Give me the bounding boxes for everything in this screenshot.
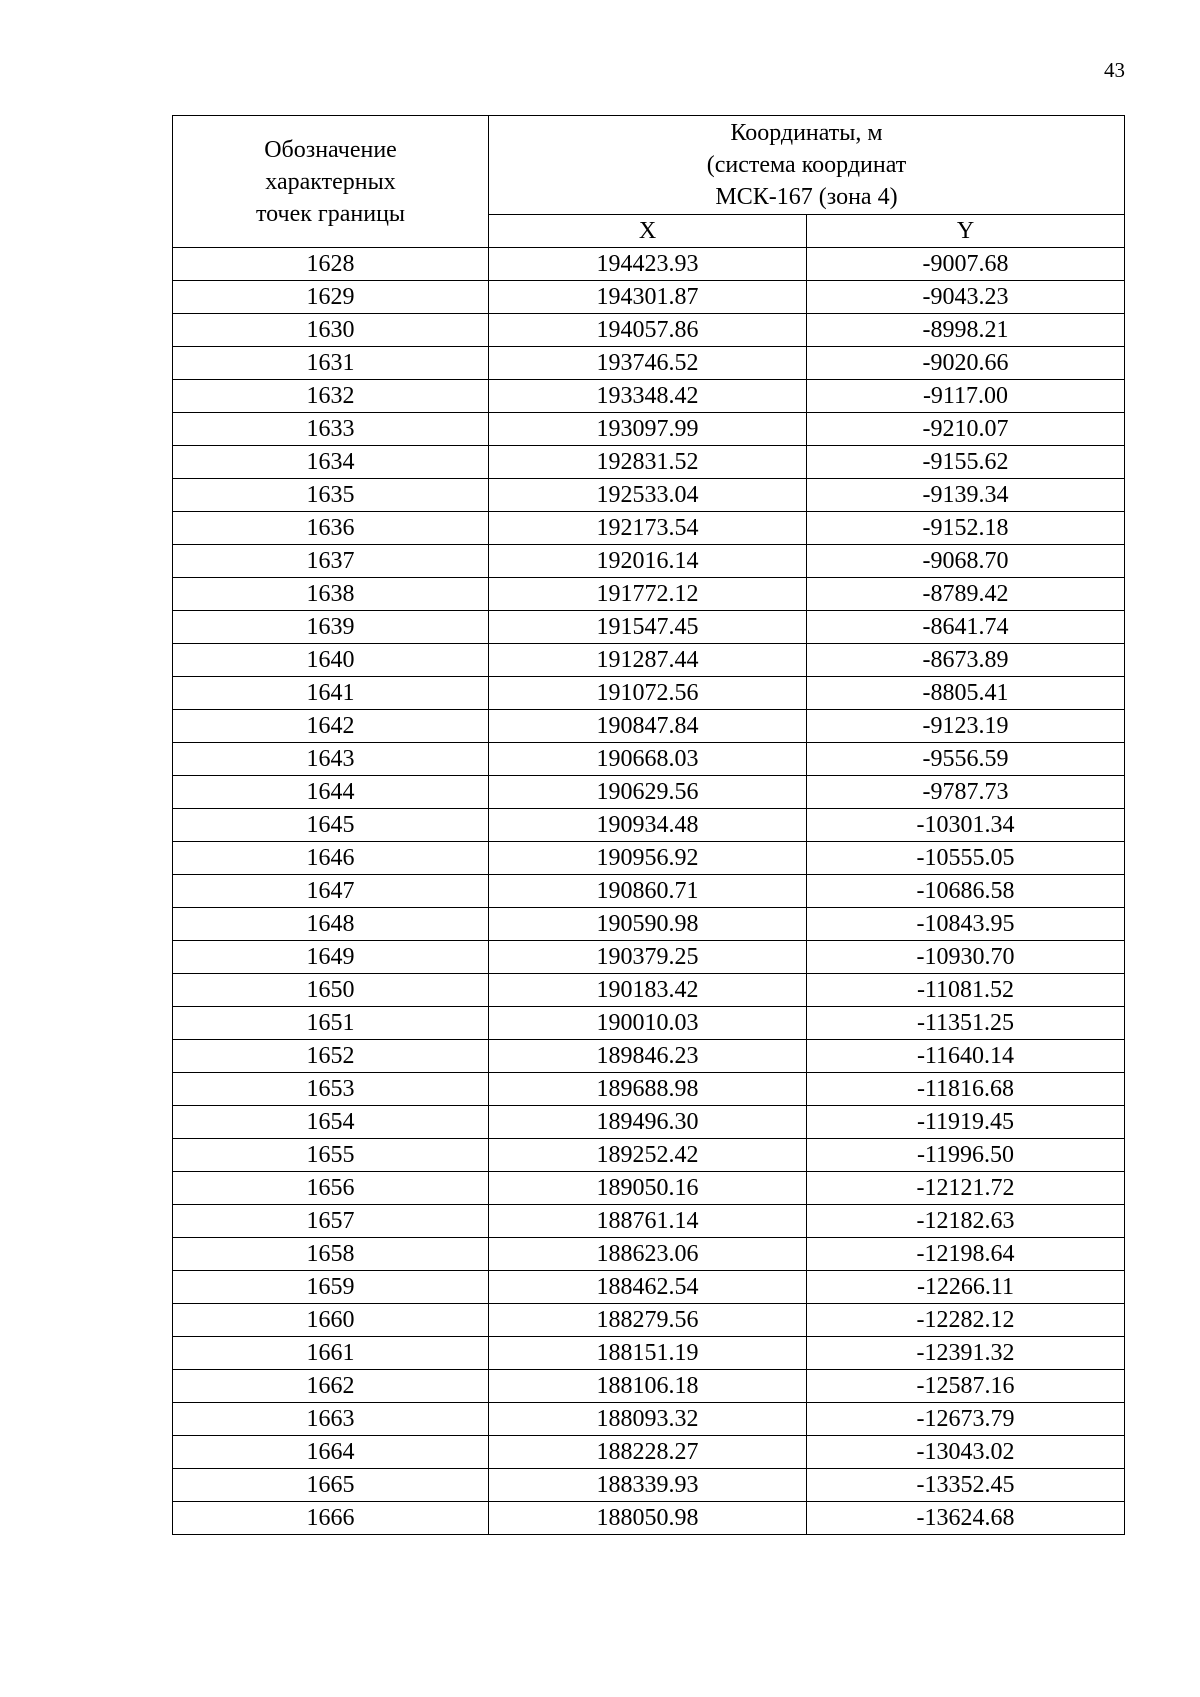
cell-x: 192831.52 (489, 446, 807, 479)
cell-x: 192533.04 (489, 479, 807, 512)
cell-point: 1641 (173, 677, 489, 710)
cell-x: 188279.56 (489, 1304, 807, 1337)
cell-y: -12282.12 (807, 1304, 1125, 1337)
cell-point: 1629 (173, 281, 489, 314)
cell-y: -9068.70 (807, 545, 1125, 578)
cell-y: -12587.16 (807, 1370, 1125, 1403)
cell-point: 1659 (173, 1271, 489, 1304)
cell-y: -11081.52 (807, 974, 1125, 1007)
table-row (173, 1172, 1125, 1205)
table-row (173, 1007, 1125, 1040)
cell-x: 188623.06 (489, 1238, 807, 1271)
cell-point: 1633 (173, 413, 489, 446)
cell-x: 190010.03 (489, 1007, 807, 1040)
cell-point: 1651 (173, 1007, 489, 1040)
cell-point: 1650 (173, 974, 489, 1007)
table-row (173, 875, 1125, 908)
cell-y: -11919.45 (807, 1106, 1125, 1139)
cell-point: 1635 (173, 479, 489, 512)
table-row (173, 1304, 1125, 1337)
cell-point: 1632 (173, 380, 489, 413)
header-x: X (489, 215, 807, 248)
cell-point: 1655 (173, 1139, 489, 1172)
table-row (173, 446, 1125, 479)
table-header (173, 116, 1125, 248)
cell-x: 189496.30 (489, 1106, 807, 1139)
cell-y: -9155.62 (807, 446, 1125, 479)
table-row (173, 677, 1125, 710)
cell-point: 1639 (173, 611, 489, 644)
cell-point: 1652 (173, 1040, 489, 1073)
cell-point: 1628 (173, 248, 489, 281)
table-row (173, 776, 1125, 809)
cell-point: 1643 (173, 743, 489, 776)
cell-point: 1631 (173, 347, 489, 380)
cell-point: 1636 (173, 512, 489, 545)
table-row (173, 710, 1125, 743)
cell-point: 1657 (173, 1205, 489, 1238)
cell-x: 190629.56 (489, 776, 807, 809)
cell-x: 190379.25 (489, 941, 807, 974)
cell-x: 191547.45 (489, 611, 807, 644)
table-row (173, 644, 1125, 677)
cell-x: 190934.48 (489, 809, 807, 842)
table-row (173, 1106, 1125, 1139)
cell-point: 1663 (173, 1403, 489, 1436)
cell-x: 188050.98 (489, 1502, 807, 1535)
cell-point: 1653 (173, 1073, 489, 1106)
cell-point: 1637 (173, 545, 489, 578)
table-row (173, 1370, 1125, 1403)
header-point-line-2: характерных (265, 168, 396, 195)
cell-y: -11996.50 (807, 1139, 1125, 1172)
table-row (173, 1403, 1125, 1436)
table-row (173, 1271, 1125, 1304)
table-row (173, 1469, 1125, 1502)
cell-x: 190956.92 (489, 842, 807, 875)
table-row (173, 1337, 1125, 1370)
cell-y: -12198.64 (807, 1238, 1125, 1271)
cell-y: -9139.34 (807, 479, 1125, 512)
table-row (173, 347, 1125, 380)
cell-y: -10843.95 (807, 908, 1125, 941)
cell-y: -8805.41 (807, 677, 1125, 710)
coordinates-table (172, 115, 1125, 1535)
table-row (173, 314, 1125, 347)
cell-x: 188761.14 (489, 1205, 807, 1238)
table-row (173, 512, 1125, 545)
cell-point: 1642 (173, 710, 489, 743)
table-body (173, 248, 1125, 1535)
cell-x: 190847.84 (489, 710, 807, 743)
cell-x: 191072.56 (489, 677, 807, 710)
table-row (173, 809, 1125, 842)
table-row (173, 1073, 1125, 1106)
cell-y: -10930.70 (807, 941, 1125, 974)
cell-x: 189050.16 (489, 1172, 807, 1205)
cell-x: 193746.52 (489, 347, 807, 380)
cell-point: 1666 (173, 1502, 489, 1535)
header-coords-line-1: Координаты, м (730, 120, 883, 146)
cell-point: 1646 (173, 842, 489, 875)
header-point-designation (173, 116, 489, 248)
cell-point: 1649 (173, 941, 489, 974)
header-y: Y (807, 215, 1125, 248)
cell-point: 1656 (173, 1172, 489, 1205)
cell-y: -8641.74 (807, 611, 1125, 644)
cell-point: 1640 (173, 644, 489, 677)
table-row (173, 1502, 1125, 1535)
header-coords-line-2: (система координат (706, 152, 907, 178)
cell-point: 1664 (173, 1436, 489, 1469)
cell-y: -9123.19 (807, 710, 1125, 743)
cell-y: -8998.21 (807, 314, 1125, 347)
cell-point: 1654 (173, 1106, 489, 1139)
cell-point: 1644 (173, 776, 489, 809)
cell-x: 190860.71 (489, 875, 807, 908)
cell-point: 1647 (173, 875, 489, 908)
cell-y: -8789.42 (807, 578, 1125, 611)
cell-y: -12121.72 (807, 1172, 1125, 1205)
table-row (173, 248, 1125, 281)
cell-y: -9556.59 (807, 743, 1125, 776)
table-row (173, 1205, 1125, 1238)
header-coordinates (489, 116, 1125, 215)
cell-x: 194057.86 (489, 314, 807, 347)
cell-x: 193348.42 (489, 380, 807, 413)
cell-y: -9117.00 (807, 380, 1125, 413)
cell-x: 193097.99 (489, 413, 807, 446)
table-row (173, 842, 1125, 875)
cell-y: -10555.05 (807, 842, 1125, 875)
cell-y: -9152.18 (807, 512, 1125, 545)
cell-x: 191287.44 (489, 644, 807, 677)
cell-y: -10301.34 (807, 809, 1125, 842)
cell-x: 189688.98 (489, 1073, 807, 1106)
table-row (173, 479, 1125, 512)
cell-y: -9007.68 (807, 248, 1125, 281)
cell-x: 189252.42 (489, 1139, 807, 1172)
cell-point: 1658 (173, 1238, 489, 1271)
header-coords-line-3: МСК-167 (зона 4) (715, 184, 898, 210)
cell-y: -11640.14 (807, 1040, 1125, 1073)
page-number: 43 (1104, 58, 1125, 82)
cell-x: 188339.93 (489, 1469, 807, 1502)
table-row (173, 413, 1125, 446)
cell-y: -10686.58 (807, 875, 1125, 908)
table-row (173, 908, 1125, 941)
cell-x: 189846.23 (489, 1040, 807, 1073)
cell-point: 1665 (173, 1469, 489, 1502)
cell-y: -12391.32 (807, 1337, 1125, 1370)
cell-x: 192016.14 (489, 545, 807, 578)
cell-y: -12266.11 (807, 1271, 1125, 1304)
table-row (173, 1139, 1125, 1172)
cell-x: 188093.32 (489, 1403, 807, 1436)
cell-point: 1661 (173, 1337, 489, 1370)
cell-y: -13624.68 (807, 1502, 1125, 1535)
cell-x: 194423.93 (489, 248, 807, 281)
table-row (173, 1238, 1125, 1271)
cell-x: 188462.54 (489, 1271, 807, 1304)
cell-point: 1645 (173, 809, 489, 842)
cell-x: 190668.03 (489, 743, 807, 776)
cell-y: -12182.63 (807, 1205, 1125, 1238)
cell-y: -13352.45 (807, 1469, 1125, 1502)
cell-x: 188228.27 (489, 1436, 807, 1469)
cell-point: 1634 (173, 446, 489, 479)
cell-y: -9043.23 (807, 281, 1125, 314)
cell-x: 190590.98 (489, 908, 807, 941)
cell-y: -11816.68 (807, 1073, 1125, 1106)
cell-x: 192173.54 (489, 512, 807, 545)
table-row (173, 941, 1125, 974)
cell-point: 1648 (173, 908, 489, 941)
cell-y: -8673.89 (807, 644, 1125, 677)
cell-point: 1662 (173, 1370, 489, 1403)
header-point-line-3: точек границы (255, 200, 406, 227)
cell-x: 188106.18 (489, 1370, 807, 1403)
table-row (173, 743, 1125, 776)
table-row (173, 611, 1125, 644)
cell-point: 1638 (173, 578, 489, 611)
cell-point: 1660 (173, 1304, 489, 1337)
table-row (173, 578, 1125, 611)
cell-point: 1630 (173, 314, 489, 347)
table-row (173, 380, 1125, 413)
cell-y: -13043.02 (807, 1436, 1125, 1469)
cell-x: 188151.19 (489, 1337, 807, 1370)
cell-y: -9210.07 (807, 413, 1125, 446)
table-row (173, 974, 1125, 1007)
table-row (173, 545, 1125, 578)
cell-y: -11351.25 (807, 1007, 1125, 1040)
cell-y: -12673.79 (807, 1403, 1125, 1436)
cell-x: 194301.87 (489, 281, 807, 314)
cell-x: 190183.42 (489, 974, 807, 1007)
table-row (173, 1040, 1125, 1073)
cell-y: -9787.73 (807, 776, 1125, 809)
header-point-line-1: Обозначение (264, 136, 397, 163)
table-row (173, 1436, 1125, 1469)
cell-x: 191772.12 (489, 578, 807, 611)
table-row (173, 281, 1125, 314)
cell-y: -9020.66 (807, 347, 1125, 380)
